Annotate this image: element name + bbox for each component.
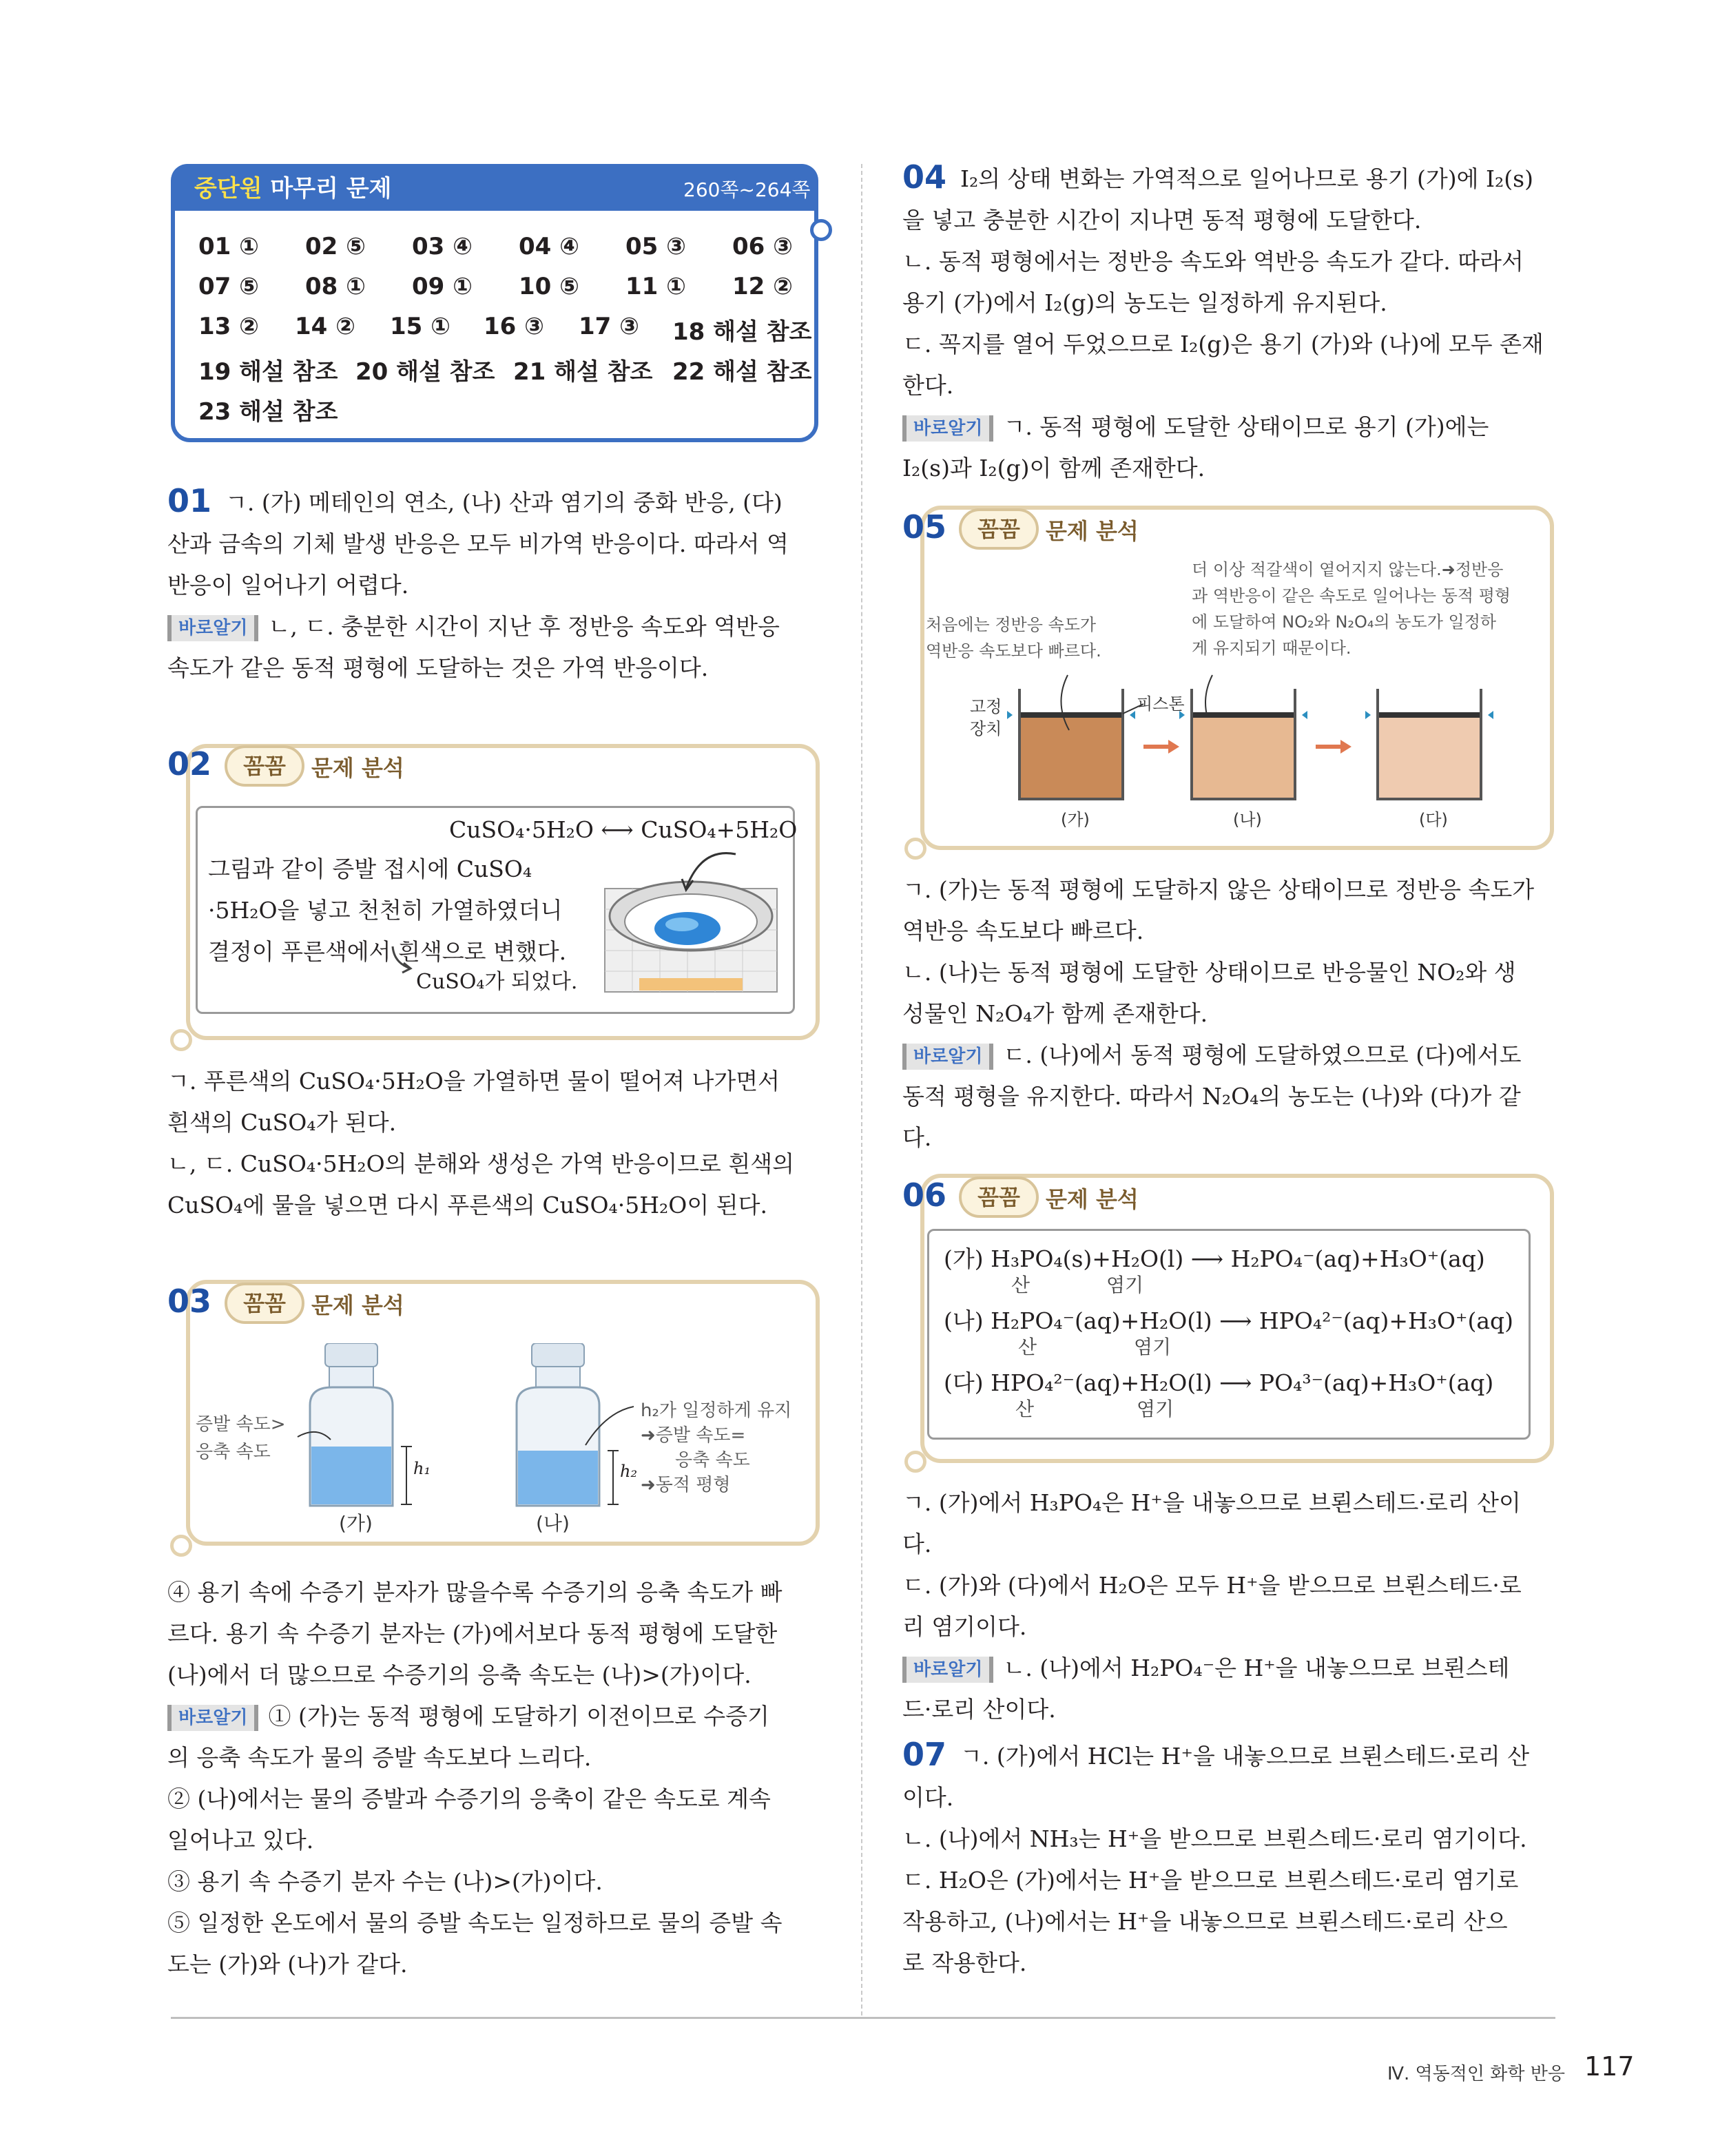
text-line: 르다. 용기 속 수증기 분자는 (가)에서보다 동적 평형에 도달한	[167, 1620, 778, 1647]
text-line: ㄴ. 동적 평형에서는 정반응 속도와 역반응 속도가 같다. 따라서	[902, 248, 1524, 275]
fix-device-label	[970, 696, 1002, 740]
kkomkkom-badge: 꼼꼼	[225, 1283, 304, 1324]
analysis-label: 문제 분석	[311, 755, 404, 781]
text-line: 과 역반응이 같은 속도로 일어나는 동적 평형	[1192, 586, 1511, 605]
text-line: 응축 속도	[675, 1450, 750, 1471]
text-line: 그림과 같이 증발 접시에 CuSO₄	[208, 856, 532, 882]
q02-explanation	[167, 1061, 815, 1226]
container-label: (가)	[1061, 810, 1090, 829]
text-line: 도는 (가)와 (나)가 같다.	[167, 1951, 408, 1978]
text-line: I₂의 상태 변화는 가역적으로 일어나므로 용기 (가)에 I₂(s)	[960, 165, 1533, 192]
column-divider	[861, 164, 864, 2015]
correction-line	[167, 606, 815, 647]
text-line: ㄱ. (가)는 동적 평형에 도달하지 않은 상태이므로 정반응 속도가	[902, 876, 1535, 903]
text-line: 산과 금속의 기체 발생 반응은 모두 비가역 반응이다. 따라서 역	[167, 530, 789, 557]
base-label: 염기	[1137, 1398, 1174, 1420]
jar-label-a: (가)	[339, 1512, 373, 1535]
text-line: 결정이 푸른색에서 흰색으로 변했다.	[208, 938, 567, 965]
base-label: 염기	[1134, 1336, 1172, 1358]
q01-explanation	[167, 482, 815, 689]
answer-item: 19 해설 참조	[198, 358, 338, 386]
correction-badge: 바로알기	[902, 1044, 993, 1070]
answer-item: 03 ④	[412, 233, 473, 260]
evaporating-dish-illustration	[598, 840, 784, 999]
text-line: ㄴ. (나)에서 NH₃는 H⁺을 받으므로 브뢴스테드·로리 염기이다.	[902, 1825, 1527, 1852]
text-line: 의 응축 속도가 물의 증발 속도보다 느리다.	[167, 1744, 592, 1771]
piston-label: 피스톤	[1137, 694, 1185, 714]
text-span: ㄴ. (나)에서 H₂PO₄⁻은 H⁺을 내놓으므로 브뢴스테	[1003, 1655, 1510, 1681]
answer-item: 23 해설 참조	[198, 398, 338, 426]
box-ring-decoration	[810, 219, 832, 241]
answer-item: 05 ③	[625, 233, 686, 260]
text-line: ㄷ. 꼭지를 열어 두었으므로 I₂(g)은 용기 (가)와 (나)에 모두 존재한다.	[902, 331, 1544, 399]
answer-item: 18 해설 참조	[672, 318, 812, 346]
answer-item: 15 ①	[390, 313, 450, 340]
reaction-equation: CuSO₄·5H₂O ⟷ CuSO₄+5H₂O	[449, 816, 798, 843]
q05-explanation	[902, 869, 1550, 1159]
text-line: h₂가 일정하게 유지	[641, 1400, 792, 1421]
text-line: ② (나)에서는 물의 증발과 수증기의 응축이 같은 속도로 계속	[167, 1785, 771, 1812]
question-number: 06	[902, 1177, 947, 1214]
q06-explanation	[902, 1482, 1550, 1730]
answer-item: 17 ③	[579, 313, 639, 340]
container-label: (다)	[1419, 810, 1448, 829]
text-line: 을 넣고 충분한 시간이 지나면 동적 평형에 도달한다.	[902, 207, 1422, 234]
correction-badge: 바로알기	[902, 415, 993, 442]
text-line: ④ 용기 속에 수증기 분자가 많을수록 수증기의 응축 속도가 빠	[167, 1579, 783, 1606]
correction-badge: 바로알기	[902, 1657, 993, 1683]
question-number: 07	[902, 1736, 947, 1773]
reaction-equation: (다) HPO₄²⁻(aq)+H₂O(l) ⟶ PO₄³⁻(aq)+H₃O⁺(aq)	[944, 1369, 1494, 1396]
correction-badge: 바로알기	[167, 1705, 258, 1731]
text-line: 역반응 속도보다 빠르다.	[902, 918, 1144, 944]
text-line: ㄱ. 푸른색의 CuSO₄·5H₂O을 가열하면 물이 떨어져 나가면서	[167, 1068, 780, 1095]
answer-item: 06 ③	[732, 233, 793, 260]
text-line: ·5H₂O을 넣고 천천히 가열하였더니	[208, 897, 563, 924]
text-line: 흰색의 CuSO₄가 된다.	[167, 1109, 397, 1136]
acid-label: 산	[1015, 1398, 1035, 1420]
answer-item: 07 ⑤	[198, 273, 259, 300]
answer-box-title	[194, 169, 391, 203]
q07-explanation	[902, 1736, 1550, 1984]
syringe-containers-illustration	[1006, 661, 1502, 813]
reaction-equation: (나) H₂PO₄⁻(aq)+H₂O(l) ⟶ HPO₄²⁻(aq)+H₃O⁺(aq)	[944, 1307, 1514, 1334]
text-line: ➜동적 평형	[641, 1475, 731, 1495]
question-number: 05	[902, 508, 947, 546]
container-label: (나)	[1233, 810, 1262, 829]
answer-item: 12 ②	[732, 273, 793, 300]
q04-explanation	[902, 158, 1550, 489]
q03-right-note	[641, 1398, 791, 1497]
text-line: 에 도달하여 NO₂와 N₂O₄의 농도가 일정하	[1192, 612, 1497, 632]
reaction-equation: (가) H₃PO₄(s)+H₂O(l) ⟶ H₂PO₄⁻(aq)+H₃O⁺(aq)	[944, 1245, 1485, 1272]
answer-item: 10 ⑤	[519, 273, 579, 300]
answer-box-pages: 260쪽~264쪽	[683, 178, 811, 201]
correction-line	[167, 1696, 815, 1737]
text-line: ㄱ. (가) 메테인의 연소, (나) 산과 염기의 중화 반응, (다)	[225, 489, 783, 516]
page-number: 117	[1584, 2051, 1635, 2082]
analysis-label: 문제 분석	[1046, 1186, 1139, 1212]
chapter-title: Ⅳ. 역동적인 화학 반응	[1387, 2064, 1565, 2084]
text-line: 동적 평형을 유지한다. 따라서 N₂O₄의 농도는 (나)와 (다)가 같다.	[902, 1083, 1521, 1151]
acid-label: 산	[1011, 1274, 1030, 1296]
correction-line	[902, 406, 1550, 448]
box-ring-decoration	[904, 838, 926, 860]
text-line: ㄷ. H₂O은 (가)에서는 H⁺을 받으므로 브뢴스테드·로리 염기로	[902, 1867, 1519, 1894]
text-line: 응축 속도	[196, 1442, 271, 1462]
text-line: (나)에서 더 많으므로 수증기의 응축 속도는 (나)>(가)이다.	[167, 1661, 752, 1688]
text-line: 작용하고, (나)에서는 H⁺을 내놓으므로 브뢴스테드·로리 산으	[902, 1908, 1508, 1935]
text-line: 게 유지되기 때문이다.	[1192, 639, 1351, 658]
text-line: 증발 속도>	[196, 1414, 286, 1435]
answer-item: 09 ①	[412, 273, 473, 300]
text-line: 고정	[970, 697, 1002, 716]
text-line: 역반응 속도보다 빠르다.	[926, 641, 1101, 661]
analysis-label: 문제 분석	[311, 1292, 404, 1318]
question-number: 01	[167, 482, 212, 519]
title-highlight: 중단원	[194, 175, 262, 203]
text-span: ㄴ, ㄷ. 충분한 시간이 지난 후 정반응 속도와 역반응	[268, 613, 780, 640]
answer-item: 01 ①	[198, 233, 259, 260]
jar-b-illustration	[496, 1343, 634, 1515]
text-line: 처음에는 정반응 속도가	[926, 615, 1097, 634]
height-label-h1: h₁	[413, 1459, 431, 1478]
q03-left-note	[196, 1411, 286, 1466]
jar-label-b: (나)	[536, 1512, 570, 1535]
analysis-label: 문제 분석	[1046, 518, 1139, 544]
question-number: 04	[902, 158, 947, 196]
text-line: ⑤ 일정한 온도에서 물의 증발 속도는 일정하므로 물의 증발 속	[167, 1909, 783, 1936]
text-line: 반응이 일어나기 어렵다.	[167, 572, 409, 599]
base-label: 염기	[1106, 1274, 1144, 1296]
text-line: 용기 (가)에서 I₂(g)의 농도는 일정하게 유지된다.	[902, 289, 1387, 316]
text-span: ㄱ. 동적 평형에 도달한 상태이므로 용기 (가)에는	[1003, 413, 1489, 440]
answer-item: 11 ①	[625, 273, 686, 300]
text-line: 성물인 N₂O₄가 함께 존재한다.	[902, 1000, 1208, 1027]
footer-rule	[171, 2017, 1555, 2019]
q05-left-note	[926, 612, 1101, 664]
text-line: ㄷ. (가)와 (다)에서 H₂O은 모두 H⁺을 받으므로 브뢴스테드·로	[902, 1572, 1522, 1599]
q03-explanation	[167, 1572, 815, 1985]
kkomkkom-badge: 꼼꼼	[959, 1177, 1039, 1218]
text-span: ① (가)는 동적 평형에 도달하기 이전이므로 수증기	[268, 1703, 769, 1730]
text-line: 로 작용한다.	[902, 1949, 1027, 1976]
text-line: 장치	[970, 719, 1002, 738]
height-label-h2: h₂	[620, 1462, 638, 1481]
answer-item: 14 ②	[295, 313, 355, 340]
question-number: 03	[167, 1283, 212, 1320]
text-line: 이다.	[902, 1784, 954, 1811]
question-number: 02	[167, 745, 212, 782]
text-line: ㄱ. (가)에서 H₃PO₄은 H⁺을 내놓으므로 브뢴스테드·로리 산이다.	[902, 1489, 1521, 1557]
text-line: ㄴ, ㄷ. CuSO₄·5H₂O의 분해와 생성은 가역 반응이므로 흰색의	[167, 1150, 795, 1177]
box-ring-decoration	[904, 1451, 926, 1473]
answer-item: 04 ④	[519, 233, 579, 260]
q02-annotation: CuSO₄가 되었다.	[416, 970, 578, 994]
text-line: CuSO₄에 물을 넣으면 다시 푸른색의 CuSO₄·5H₂O이 된다.	[167, 1192, 767, 1219]
text-line: 리 염기이다.	[902, 1613, 1027, 1640]
jar-a-illustration	[289, 1343, 427, 1515]
text-line: 더 이상 적갈색이 옅어지지 않는다.➜정반응	[1192, 560, 1504, 579]
title-rest: 마무리 문제	[270, 175, 392, 203]
answer-item: 02 ⑤	[305, 233, 366, 260]
kkomkkom-badge: 꼼꼼	[959, 508, 1039, 550]
box-ring-decoration	[170, 1029, 192, 1051]
kkomkkom-badge: 꼼꼼	[225, 745, 304, 787]
text-line: 속도가 같은 동적 평형에 도달하는 것은 가역 반응이다.	[167, 654, 709, 681]
answer-item: 20 해설 참조	[355, 358, 495, 386]
text-line: I₂(s)과 I₂(g)이 함께 존재한다.	[902, 455, 1205, 481]
correction-line	[902, 1035, 1550, 1076]
answer-item: 21 해설 참조	[513, 358, 653, 386]
answer-item: 16 ③	[484, 313, 544, 340]
text-line: 드·로리 산이다.	[902, 1696, 1056, 1723]
correction-badge: 바로알기	[167, 615, 258, 641]
q05-top-note	[1192, 557, 1511, 661]
answer-item: 13 ②	[198, 313, 259, 340]
answer-item: 08 ①	[305, 273, 366, 300]
text-line: 일어나고 있다.	[167, 1827, 314, 1854]
box-ring-decoration	[170, 1535, 192, 1557]
acid-label: 산	[1018, 1336, 1037, 1358]
text-line: ㄱ. (가)에서 HCl는 H⁺을 내놓으므로 브뢴스테드·로리 산	[960, 1743, 1530, 1770]
text-line: ㄴ. (나)는 동적 평형에 도달한 상태이므로 반응물인 NO₂와 생	[902, 959, 1516, 986]
text-line: ③ 용기 속 수증기 분자 수는 (나)>(가)이다.	[167, 1868, 603, 1895]
answer-item: 22 해설 참조	[672, 358, 812, 386]
text-line: ➜증발 속도=	[641, 1425, 746, 1446]
correction-line	[902, 1648, 1550, 1689]
text-span: ㄷ. (나)에서 동적 평형에 도달하였으므로 (다)에서도	[1003, 1041, 1522, 1068]
arrow-icon	[387, 945, 415, 979]
